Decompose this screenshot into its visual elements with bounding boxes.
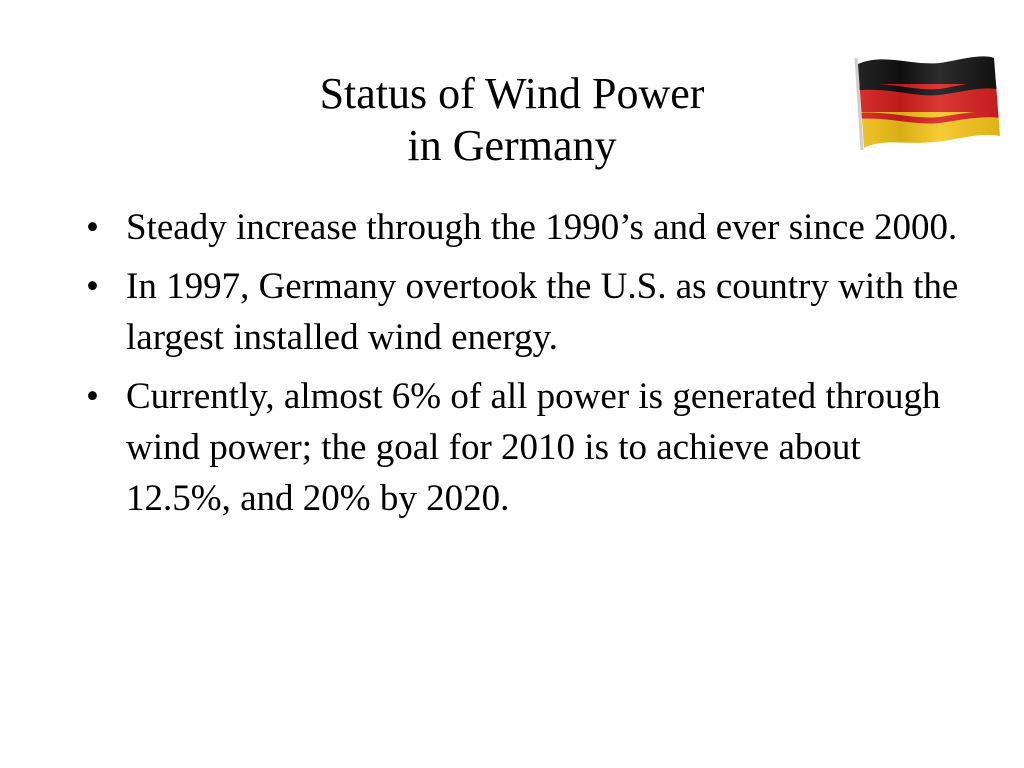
bullet-text: Currently, almost 6% of all power is generated through wind power; the goal for 2010 is to achieve about 12.5%, and 20% by 2020. [126,376,941,519]
bullet-marker: • [86,207,99,248]
title-line-1: Status of Wind Power [319,69,705,118]
title-line-2: in Germany [407,121,617,170]
bullet-marker: • [86,376,99,417]
bullet-list [80,202,960,532]
bullet-text: Steady increase through the 1990’s and ever since 2000. [126,207,958,248]
bullet-item [80,202,960,253]
bullet-text: In 1997, Germany overtook the U.S. as country with the largest installed wind energy. [126,266,959,358]
bullet-marker: • [86,266,99,307]
slide-title [212,68,812,172]
bullet-item [80,261,960,363]
germany-flag-icon [846,50,1002,154]
bullet-item [80,371,960,524]
